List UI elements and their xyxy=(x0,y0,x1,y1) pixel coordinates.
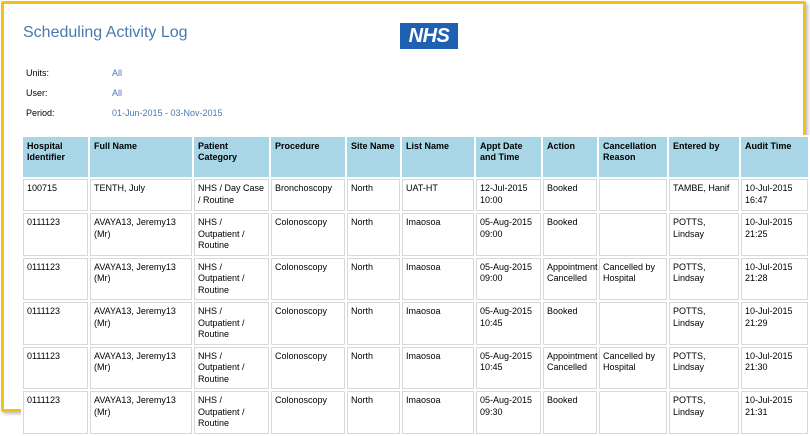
cell-col-list-name: Imaosoa xyxy=(402,213,474,256)
cell-col-audit-time: 10-Jul-2015 21:25 xyxy=(741,213,808,256)
cell-col-audit-time: 10-Jul-2015 21:29 xyxy=(741,302,808,345)
cell-col-audit-time: 10-Jul-2015 16:47 xyxy=(741,179,808,211)
cell-col-action: Booked xyxy=(543,213,597,256)
cell-col-full-name: TENTH, July xyxy=(90,179,192,211)
cell-col-hospital-identifier: 0111123 xyxy=(23,347,88,390)
header-col-cancellation-reason: Cancellation Reason xyxy=(599,137,667,177)
cell-col-entered-by: POTTS, Lindsay xyxy=(669,391,739,434)
cell-col-full-name: AVAYA13, Jeremy13 (Mr) xyxy=(90,391,192,434)
cell-col-entered-by: POTTS, Lindsay xyxy=(669,347,739,390)
cell-col-entered-by: POTTS, Lindsay xyxy=(669,258,739,301)
period-label: Period: xyxy=(26,108,55,118)
cell-col-list-name: Imaosoa xyxy=(402,391,474,434)
cell-col-audit-time: 10-Jul-2015 21:30 xyxy=(741,347,808,390)
cell-col-site-name: North xyxy=(347,347,400,390)
table-row xyxy=(23,258,808,301)
cell-col-action: Appointment Cancelled xyxy=(543,258,597,301)
cell-col-site-name: North xyxy=(347,302,400,345)
header-col-procedure: Procedure xyxy=(271,137,345,177)
units-value: All xyxy=(112,68,123,78)
cell-col-cancellation-reason xyxy=(599,391,667,434)
header-col-hospital-identifier: Hospital Identifier xyxy=(23,137,88,177)
header-col-appt-date: Appt Date and Time xyxy=(476,137,541,177)
cell-col-appt-date: 12-Jul-2015 10:00 xyxy=(476,179,541,211)
cell-col-cancellation-reason: Cancelled by Hospital xyxy=(599,347,667,390)
header-col-full-name: Full Name xyxy=(90,137,192,177)
cell-col-patient-category: NHS / Day Case / Routine xyxy=(194,179,269,211)
cell-col-patient-category: NHS / Outpatient / Routine xyxy=(194,258,269,301)
user-value: All xyxy=(112,88,123,98)
table-header-row xyxy=(23,137,808,177)
user-label: User: xyxy=(26,88,48,98)
cell-col-list-name: UAT-HT xyxy=(402,179,474,211)
cell-col-hospital-identifier: 0111123 xyxy=(23,391,88,434)
cell-col-cancellation-reason xyxy=(599,179,667,211)
units-label: Units: xyxy=(26,68,50,78)
cell-col-procedure: Colonoscopy xyxy=(271,347,345,390)
period-value: 01-Jun-2015 - 03-Nov-2015 xyxy=(112,108,223,118)
cell-col-hospital-identifier: 100715 xyxy=(23,179,88,211)
nhs-logo: NHS xyxy=(400,23,458,49)
cell-col-cancellation-reason: Cancelled by Hospital xyxy=(599,258,667,301)
cell-col-full-name: AVAYA13, Jeremy13 (Mr) xyxy=(90,347,192,390)
cell-col-audit-time: 10-Jul-2015 21:31 xyxy=(741,391,808,434)
cell-col-full-name: AVAYA13, Jeremy13 (Mr) xyxy=(90,258,192,301)
header-col-audit-time: Audit Time xyxy=(741,137,808,177)
cell-col-site-name: North xyxy=(347,213,400,256)
table-body xyxy=(23,179,808,434)
cell-col-cancellation-reason xyxy=(599,213,667,256)
cell-col-procedure: Colonoscopy xyxy=(271,302,345,345)
header-col-list-name: List Name xyxy=(402,137,474,177)
cell-col-procedure: Colonoscopy xyxy=(271,391,345,434)
cell-col-procedure: Bronchoscopy xyxy=(271,179,345,211)
cell-col-full-name: AVAYA13, Jeremy13 (Mr) xyxy=(90,302,192,345)
header-col-entered-by: Entered by xyxy=(669,137,739,177)
cell-col-cancellation-reason xyxy=(599,302,667,345)
table-row xyxy=(23,347,808,390)
cell-col-appt-date: 05-Aug-2015 09:00 xyxy=(476,213,541,256)
cell-col-site-name: North xyxy=(347,391,400,434)
cell-col-appt-date: 05-Aug-2015 09:00 xyxy=(476,258,541,301)
cell-col-appt-date: 05-Aug-2015 10:45 xyxy=(476,302,541,345)
cell-col-action: Booked xyxy=(543,179,597,211)
report-title: Scheduling Activity Log xyxy=(23,24,188,41)
cell-col-entered-by: POTTS, Lindsay xyxy=(669,302,739,345)
cell-col-patient-category: NHS / Outpatient / Routine xyxy=(194,213,269,256)
cell-col-hospital-identifier: 0111123 xyxy=(23,302,88,345)
activity-log-table xyxy=(21,135,810,436)
cell-col-site-name: North xyxy=(347,258,400,301)
cell-col-appt-date: 05-Aug-2015 09:30 xyxy=(476,391,541,434)
header-col-action: Action xyxy=(543,137,597,177)
cell-col-list-name: Imaosoa xyxy=(402,258,474,301)
cell-col-entered-by: TAMBE, Hanif xyxy=(669,179,739,211)
cell-col-procedure: Colonoscopy xyxy=(271,258,345,301)
cell-col-hospital-identifier: 0111123 xyxy=(23,258,88,301)
header-col-patient-category: Patient Category xyxy=(194,137,269,177)
cell-col-full-name: AVAYA13, Jeremy13 (Mr) xyxy=(90,213,192,256)
cell-col-action: Booked xyxy=(543,302,597,345)
cell-col-patient-category: NHS / Outpatient / Routine xyxy=(194,347,269,390)
cell-col-patient-category: NHS / Outpatient / Routine xyxy=(194,391,269,434)
cell-col-hospital-identifier: 0111123 xyxy=(23,213,88,256)
cell-col-site-name: North xyxy=(347,179,400,211)
cell-col-action: Appointment Cancelled xyxy=(543,347,597,390)
cell-col-appt-date: 05-Aug-2015 10:45 xyxy=(476,347,541,390)
header-col-site-name: Site Name xyxy=(347,137,400,177)
report-frame xyxy=(1,1,806,428)
cell-col-patient-category: NHS / Outpatient / Routine xyxy=(194,302,269,345)
table-row xyxy=(23,302,808,345)
table-row xyxy=(23,213,808,256)
table-row xyxy=(23,391,808,434)
cell-col-action: Booked xyxy=(543,391,597,434)
cell-col-list-name: Imaosoa xyxy=(402,347,474,390)
cell-col-entered-by: POTTS, Lindsay xyxy=(669,213,739,256)
cell-col-procedure: Colonoscopy xyxy=(271,213,345,256)
cell-col-audit-time: 10-Jul-2015 21:28 xyxy=(741,258,808,301)
table-row xyxy=(23,179,808,211)
cell-col-list-name: Imaosoa xyxy=(402,302,474,345)
